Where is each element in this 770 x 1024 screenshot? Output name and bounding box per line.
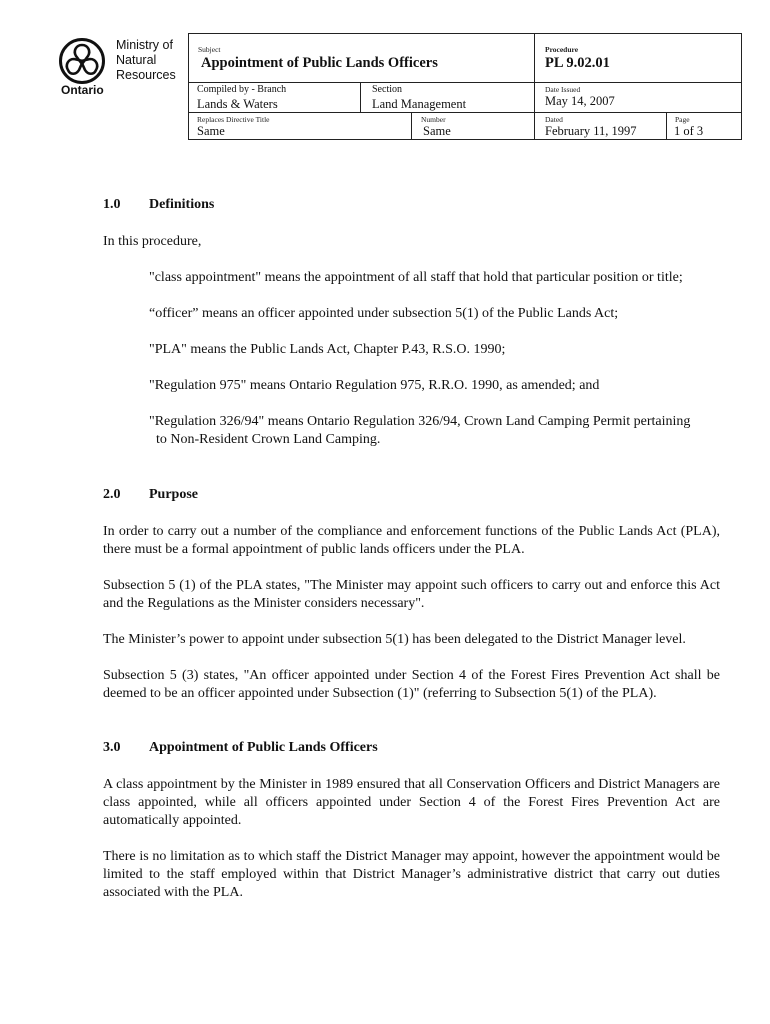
ministry-line: Natural (116, 53, 157, 67)
ontario-trillium-icon (58, 37, 106, 85)
appointment-paragraph: There is no limitation as to which staff the District Manager may appoint, however the appointment would be limited to the staff employed within that District Manager’s administrative district that carry out duties associated with the PLA. (103, 849, 720, 900)
section-value: Land Management (372, 97, 467, 111)
section-title: Appointment of Public Lands Officers (149, 740, 378, 755)
section-number: 1.0 (103, 197, 121, 212)
compiled-value: Lands & Waters (197, 97, 278, 111)
date-issued-label: Date Issued (545, 85, 581, 94)
compiled-label: Compiled by - Branch (197, 84, 287, 95)
number-label: Number (421, 115, 446, 124)
section-number: 2.0 (103, 487, 121, 502)
definitions-intro: In this procedure, (103, 234, 202, 249)
purpose-paragraph: In order to carry out a number of the compliance and enforcement functions of the Public Lands Act (PLA), there must be a formal appointment of public lands officers under the PLA. (103, 524, 720, 557)
section-heading-definitions (103, 197, 214, 213)
ministry-line: Resources (116, 68, 176, 82)
dated-value: February 11, 1997 (545, 124, 637, 138)
procedure-value: PL 9.02.01 (545, 55, 610, 71)
definition-item: "Regulation 326/94" means Ontario Regulation 326/94, Crown Land Camping Permit pertaining (149, 414, 691, 429)
appointment-paragraph: A class appointment by the Minister in 1989 ensured that all Conservation Officers and District Managers are class appointed, while all officers appointed under Section 4 of the Forest Fires Prevention Act are automatically appointed. (103, 777, 720, 828)
dated-label: Dated (545, 115, 563, 124)
replaces-label: Replaces Directive Title (197, 115, 270, 124)
subject-label: Subject (198, 45, 221, 54)
date-issued-value: May 14, 2007 (545, 94, 615, 108)
replaces-value: Same (197, 124, 225, 138)
section-label: Section (372, 84, 402, 95)
ontario-wordmark: Ontario (61, 83, 104, 97)
purpose-paragraph: Subsection 5 (1) of the PLA states, "The Minister may appoint such officers to carry out and enforce this Act and the Regulations as the Minister considers necessary". (103, 578, 720, 611)
section-title: Definitions (149, 197, 215, 212)
definition-item: "class appointment" means the appointment of all staff that hold that particular position or title; (149, 270, 683, 285)
section-heading-appointment (103, 740, 378, 756)
purpose-paragraph: The Minister’s power to appoint under subsection 5(1) has been delegated to the District Manager level. (103, 632, 686, 647)
definition-item: "PLA" means the Public Lands Act, Chapter P.43, R.S.O. 1990; (149, 342, 506, 357)
section-title: Purpose (149, 487, 198, 502)
section-number: 3.0 (103, 740, 121, 755)
page-label: Page (675, 115, 690, 124)
section-heading-purpose (103, 487, 198, 503)
definition-item: “officer” means an officer appointed under subsection 5(1) of the Public Lands Act; (149, 306, 619, 321)
procedure-label: Procedure (545, 45, 579, 54)
ministry-name (116, 38, 176, 83)
subject-value: Appointment of Public Lands Officers (201, 55, 438, 71)
definition-item: "Regulation 975" means Ontario Regulation 975, R.R.O. 1990, as amended; and (149, 378, 600, 393)
ministry-line: Ministry of (116, 38, 173, 52)
page-value: 1 of 3 (674, 124, 704, 138)
purpose-paragraph: Subsection 5 (3) states, "An officer appointed under Section 4 of the Forest Fires Prevention Act shall be deemed to be an officer appointed under Subsection (1)" (referring to Subsection 5(1) of the PLA). (103, 668, 720, 701)
definition-item-continued: to Non-Resident Crown Land Camping. (156, 432, 381, 447)
number-value: Same (423, 124, 451, 138)
document-header-table (188, 33, 742, 140)
